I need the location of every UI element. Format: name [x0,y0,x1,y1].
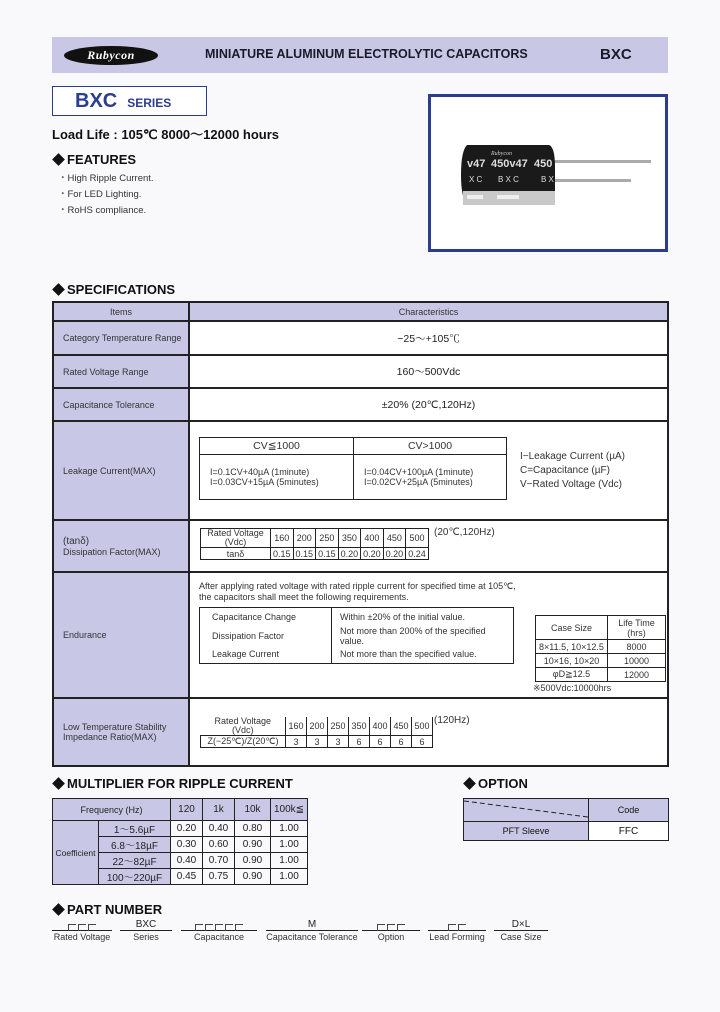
life-head: Life Time (hrs) [608,616,666,640]
ratio-cell: 6 [370,736,391,748]
spec-value: ±20% (20℃,120Hz) [381,398,476,411]
tan-cell: 0.15 [316,548,339,560]
voltage-cell: 160 [286,717,307,736]
features-heading-text: FEATURES [67,152,137,167]
endurance-item: Capacitance Change [200,608,332,626]
label-line: (tanδ) [63,535,90,547]
leakage-table [199,437,507,500]
spec-label: Leakage Current(MAX) [54,422,190,519]
coef-cell: 0.90 [235,853,271,869]
digit-boxes-icon [68,924,96,931]
life-time: 10000 [608,654,666,668]
coef-cell: 0.20 [171,821,203,837]
endurance-req: Within ±20% of the initial value. [332,608,514,626]
spec-header-row [54,303,667,320]
diagonal-line-icon [464,799,588,818]
voltage-cell: 450 [383,529,406,548]
pn-case-size [494,918,548,942]
voltage-cell: 200 [293,529,316,548]
svg-text:X C: X C [469,175,483,184]
ratio-cell: 6 [412,736,433,748]
ratio-cell: 6 [349,736,370,748]
coef-cell: 1.00 [271,837,308,853]
col-characteristics: Characteristics [190,303,667,320]
load-life: Load Life : 105℃ 8000～12000 hours [52,127,280,142]
spec-value: 160～500Vdc [396,366,461,378]
part-number-heading-text: PART NUMBER [67,902,163,917]
diamond-bullet-icon [52,903,65,916]
life-case: 10×16, 10×20 [536,654,608,668]
svg-text:450v47: 450v47 [491,158,528,170]
freq-cell: 100k≦ [271,799,308,821]
series-code-header: BXC [600,46,632,63]
diamond-bullet-icon [52,153,65,166]
option-heading [463,776,528,791]
coef-cell: 1.00 [271,853,308,869]
life-note: ※500Vdc:10000hrs [533,683,612,693]
intro-line: the capacitors shall meet the following requirements. [199,592,409,602]
leakage-formula: I=0.02CV+25µA (5minutes) [364,477,473,487]
life-time: 8000 [608,640,666,654]
legend-line: V−Rated Voltage (Vdc) [520,479,623,490]
leakage-formula: I=0.03CV+15µA (5minutes) [210,477,319,487]
svg-text:Rubycon: Rubycon [491,151,512,157]
life-head: Case Size [536,616,608,640]
diamond-bullet-icon [52,777,65,790]
freq-cell: 120 [171,799,203,821]
feature-item: ・RoHS compliance. [58,205,147,216]
voltage-cell: 250 [328,717,349,736]
dissipation-note: (20℃,120Hz) [434,527,495,538]
label-line: Impedance Ratio(MAX) [63,732,157,742]
leakage-col2-head: CV>1000 [354,438,507,455]
pn-label: Case Size [500,932,542,942]
ratio-cell: 3 [328,736,349,748]
spec-row-cap-tolerance [54,387,667,420]
svg-text:v47: v47 [467,158,486,170]
spec-row-dissipation [54,519,667,571]
row-head: tanδ [201,548,271,560]
pn-label: Capacitance [193,932,245,942]
series-box [52,86,207,116]
option-diagonal-cell [464,799,589,822]
capacitor-photo [428,94,668,252]
label-line: Low Temperature Stability [63,722,167,732]
ripple-heading-text: MULTIPLIER FOR RIPPLE CURRENT [67,776,293,791]
ripple-heading [52,776,293,791]
cap-range: 6.8～18µF [99,837,171,853]
coef-cell: 1.00 [271,869,308,885]
pn-series [120,918,172,942]
freq-cell: 10k [235,799,271,821]
spec-label [54,521,190,571]
voltage-cell: 200 [307,717,328,736]
pn-rated-voltage [52,918,112,942]
spec-label: Rated Voltage Range [54,356,190,387]
tan-cell: 0.15 [271,548,294,560]
pn-label: Lead Forming [429,932,485,942]
freq-cell: 1k [203,799,235,821]
dissipation-table [200,528,429,560]
ratio-cell: 3 [307,736,328,748]
tan-cell: 0.20 [383,548,406,560]
life-time-table [535,615,666,682]
spec-label [54,699,190,765]
voltage-cell: 250 [316,529,339,548]
option-code-head: Code [589,799,669,822]
label-line: Dissipation Factor(MAX) [63,546,161,557]
freq-label: Frequency (Hz) [53,799,171,821]
pn-label: Capacitance Tolerance [266,932,358,942]
cap-range: 22～82µF [99,853,171,869]
endurance-intro [199,581,516,603]
spec-label: Capacitance Tolerance [54,389,190,420]
spec-label: Category Temperature Range [54,322,190,354]
digit-boxes-icon [377,924,405,931]
endurance-item: Leakage Current [200,646,332,664]
coef-cell: 0.40 [203,821,235,837]
leakage-col1-head: CV≦1000 [200,438,354,455]
document-title: MINIATURE ALUMINUM ELECTROLYTIC CAPACITORS [205,47,528,61]
leakage-formula: I=0.1CV+40µA (1minute) [210,467,310,477]
row-head: Rated Voltage (Vdc) [201,529,271,548]
voltage-cell: 400 [370,717,391,736]
diamond-bullet-icon [52,283,65,296]
coef-label: Coefficient [53,821,99,885]
tan-cell: 0.15 [293,548,316,560]
spec-row-endurance [54,571,667,697]
life-case: 8×11.5, 10×12.5 [536,640,608,654]
rubycon-logo: Rubycon [64,46,158,65]
option-heading-text: OPTION [478,776,528,791]
pn-label: Option [377,932,405,942]
coef-cell: 0.30 [171,837,203,853]
specifications-heading [52,282,175,297]
pn-capacitance [181,918,257,942]
legend-line: C=Capacitance (µF) [520,465,610,476]
option-name: PFT Sleeve [464,822,589,841]
coef-cell: 0.45 [171,869,203,885]
coef-cell: 0.70 [203,853,235,869]
impedance-note: (120Hz) [434,715,470,726]
coef-cell: 0.40 [171,853,203,869]
voltage-cell: 350 [349,717,370,736]
option-code: FFC [589,822,669,841]
pn-value: D×L [494,918,548,931]
svg-text:B X: B X [541,175,554,184]
tan-cell: 0.20 [338,548,361,560]
digit-boxes-icon [195,924,243,931]
series-word: SERIES [127,95,172,110]
life-time: 12000 [608,668,666,682]
option-table [463,798,669,841]
svg-text:450: 450 [534,158,553,170]
feature-item: ・For LED Lighting. [58,189,142,200]
cap-range: 100～220µF [99,869,171,885]
coef-cell: 0.75 [203,869,235,885]
part-number-heading [52,902,162,917]
coef-cell: 0.90 [235,869,271,885]
endurance-req: Not more than the specified value. [332,646,514,664]
spec-label: Endurance [54,573,190,697]
endurance-req: Not more than 200% of the specified value. [332,626,514,646]
specifications-heading-text: SPECIFICATIONS [67,282,176,297]
voltage-cell: 400 [361,529,384,548]
row-head: Rated Voltage (Vdc) [201,717,286,736]
voltage-cell: 160 [271,529,294,548]
row-head: Z(−25℃)/Z(20℃) [201,736,286,748]
cap-range: 1～5.6µF [99,821,171,837]
capacitor-image-icon [431,97,665,249]
voltage-cell: 500 [406,529,429,548]
leakage-formula: I=0.04CV+100µA (1minute) [364,467,474,477]
pn-option [362,918,420,942]
svg-text:B X C: B X C [498,175,519,184]
voltage-cell: 450 [391,717,412,736]
ratio-cell: 3 [286,736,307,748]
tan-cell: 0.20 [361,548,384,560]
pn-label: Rated Voltage [53,932,111,942]
pn-cap-tolerance [266,918,358,942]
pn-label: Series [133,932,159,942]
tan-cell: 0.24 [406,548,429,560]
ripple-table [52,798,308,885]
voltage-cell: 350 [338,529,361,548]
specifications-table [52,301,669,767]
coef-cell: 1.00 [271,821,308,837]
feature-item: ・High Ripple Current. [58,173,154,184]
ratio-cell: 6 [391,736,412,748]
pn-lead-forming [428,918,486,942]
diamond-bullet-icon [463,777,476,790]
endurance-item: Dissipation Factor [200,626,332,646]
leakage-legend [520,450,625,492]
impedance-table [200,717,433,748]
coef-cell: 0.90 [235,837,271,853]
pn-value: M [266,918,358,931]
spec-row-category-temp [54,320,667,354]
features-heading [52,152,136,167]
voltage-cell: 500 [412,717,433,736]
spec-value: −25～+105℃ [397,332,460,345]
life-case: φD≧12.5 [536,668,608,682]
series-code: BXC [75,89,118,112]
spec-row-low-temp [54,697,667,765]
coef-cell: 0.60 [203,837,235,853]
intro-line: After applying rated voltage with rated ripple current for specified time at 105℃, [199,581,516,591]
digit-boxes-icon [448,924,466,931]
endurance-table [199,607,514,664]
col-items: Items [54,303,190,320]
pn-value: BXC [120,918,172,931]
spec-row-leakage [54,420,667,519]
coef-cell: 0.80 [235,821,271,837]
legend-line: I−Leakage Current (µA) [520,451,625,462]
spec-row-rated-voltage [54,354,667,387]
